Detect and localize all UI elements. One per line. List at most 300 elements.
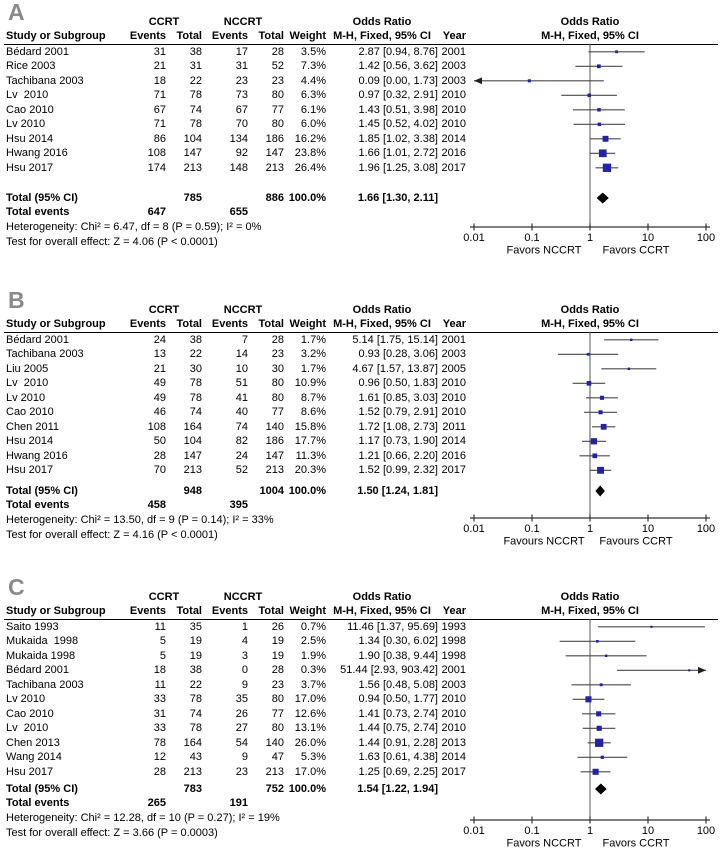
ccrt-total: 164 — [183, 736, 202, 749]
axis-tick-label: 0.1 — [524, 232, 540, 244]
year-value: 2016 — [441, 449, 466, 462]
total-label: Total (95% CI) — [6, 782, 78, 795]
total-events-ccrt: 265 — [147, 797, 166, 810]
study-row — [6, 391, 466, 406]
nccrt-total: 213 — [265, 765, 284, 778]
ccrt-total: 78 — [189, 722, 202, 734]
ccrt-total: 213 — [183, 161, 202, 174]
study-row — [6, 45, 466, 60]
odds-ratio-square — [603, 164, 611, 172]
axis-tick-label: 100 — [696, 523, 716, 535]
weight-value: 3.7% — [300, 678, 326, 691]
study-row — [6, 663, 466, 678]
col-study: Study or Subgroup — [6, 605, 106, 617]
nccrt-events: 134 — [229, 132, 248, 145]
total-events-label: Total events — [6, 206, 70, 219]
nccrt-total: 140 — [265, 736, 284, 749]
ccrt-events: 78 — [153, 736, 166, 749]
panel-b — [0, 288, 721, 575]
nccrt-total: 28 — [271, 664, 284, 676]
study-row — [6, 463, 466, 478]
weight-value: 0.7% — [300, 620, 326, 633]
study-table-body — [6, 620, 466, 780]
panel-label: A — [8, 0, 25, 25]
study-name: Tachibana 2003 — [6, 74, 84, 87]
nccrt-events: 70 — [235, 118, 248, 130]
or-ci-value: 1.43 [0.51, 3.98] — [358, 103, 438, 116]
odds-ratio-square — [601, 424, 607, 430]
study-row — [6, 132, 466, 147]
nccrt-total: 186 — [265, 435, 284, 447]
col-total-1: Total — [176, 318, 202, 330]
odds-ratio-square — [630, 339, 632, 341]
total-events-nccrt: 655 — [229, 206, 248, 219]
ccrt-total: 147 — [183, 449, 202, 462]
plot-effect-header: Odds Ratio — [560, 591, 620, 603]
study-name: Saito 1993 — [6, 620, 59, 633]
plot-method-header: M-H, Fixed, 95% CI — [541, 605, 639, 617]
odds-ratio-square — [587, 94, 591, 98]
plot-method-header: M-H, Fixed, 95% CI — [541, 318, 639, 330]
nccrt-total: 19 — [271, 635, 284, 647]
group2-header: NCCRT — [223, 304, 263, 316]
odds-ratio-square — [528, 79, 531, 82]
study-row — [6, 74, 466, 89]
nccrt-total: 80 — [271, 89, 284, 101]
weight-value: 15.8% — [294, 420, 326, 433]
ccrt-total: 22 — [189, 678, 202, 691]
year-value: 2017 — [441, 464, 466, 476]
study-name: Cao 2010 — [6, 707, 54, 720]
year-value: 2001 — [441, 45, 466, 58]
ccrt-total: 104 — [183, 132, 202, 145]
odds-ratio-square — [598, 123, 601, 126]
weight-value: 6.1% — [300, 103, 326, 116]
ccrt-total: 31 — [189, 60, 202, 72]
nccrt-events: 27 — [235, 722, 248, 734]
nccrt-events: 24 — [235, 449, 248, 462]
study-name: Mukaida 1998 — [6, 635, 79, 647]
total-row — [6, 191, 466, 206]
nccrt-events: 35 — [235, 693, 248, 705]
nccrt-events: 23 — [235, 765, 248, 778]
or-ci-value: 1.96 [1.25, 3.08] — [358, 161, 438, 174]
year-value: 2017 — [441, 765, 466, 778]
year-value: 2010 — [441, 103, 466, 116]
year-value: 2013 — [441, 736, 466, 749]
ccrt-events: 11 — [154, 678, 166, 691]
study-table-body — [6, 45, 466, 176]
ccrt-total: 78 — [189, 118, 202, 130]
or-ci-value: 0.97 [0.32, 2.91] — [358, 89, 438, 101]
total-or-ci: 1.54 [1.22, 1.94] — [357, 782, 438, 795]
year-value: 2011 — [442, 420, 466, 433]
favors-left-label: Favours NCCRT — [503, 535, 585, 548]
nccrt-total: 147 — [265, 449, 284, 462]
nccrt-total: 213 — [265, 161, 284, 174]
ccrt-events: 71 — [153, 89, 166, 101]
effect-header: Odds Ratio — [352, 304, 412, 316]
nccrt-total: 213 — [265, 464, 284, 476]
nccrt-events: 0 — [241, 664, 248, 676]
nccrt-events: 17 — [235, 45, 248, 58]
year-value: 2014 — [441, 132, 466, 145]
nccrt-events: 4 — [241, 635, 248, 647]
odds-ratio-square — [599, 149, 607, 157]
or-ci-value: 1.72 [1.08, 2.73] — [358, 420, 438, 433]
effect-header: Odds Ratio — [352, 16, 412, 28]
ccrt-events: 18 — [153, 74, 166, 87]
study-name: Lv 2010 — [6, 377, 49, 389]
or-ci-value: 2.87 [0.94, 8.76] — [358, 45, 438, 58]
total-row — [6, 782, 466, 797]
axis-tick-label: 100 — [696, 232, 716, 244]
column-header-row — [6, 604, 466, 619]
group-header-row — [6, 590, 466, 605]
nccrt-events: 26 — [235, 707, 248, 720]
total-weight: 100.0% — [288, 484, 326, 497]
ccrt-events: 50 — [153, 435, 166, 447]
nccrt-total: 23 — [271, 678, 284, 691]
pooled-diamond — [597, 193, 609, 204]
group1-header: CCRT — [148, 304, 180, 316]
ccrt-total: 30 — [189, 362, 202, 375]
total-events-row — [6, 796, 466, 811]
or-ci-value: 1.52 [0.99, 2.32] — [358, 464, 438, 476]
year-value: 1998 — [441, 635, 466, 647]
col-weight: Weight — [289, 318, 326, 330]
ccrt-events: 12 — [153, 751, 166, 763]
col-method: M-H, Fixed, 95% CI — [333, 605, 431, 617]
axis-tick-label: 0.01 — [463, 825, 485, 837]
weight-value: 5.3% — [300, 751, 326, 763]
odds-ratio-square — [587, 353, 590, 356]
weight-value: 26.0% — [294, 736, 326, 749]
nccrt-total: 77 — [271, 707, 284, 720]
ccrt-total: 38 — [189, 664, 202, 676]
odds-ratio-square — [587, 381, 592, 386]
col-total-1: Total — [176, 605, 202, 617]
column-header-row — [6, 317, 466, 332]
study-row — [6, 620, 466, 635]
study-name: Wang 2014 — [6, 751, 62, 763]
study-name: Lv 2010 — [6, 118, 46, 130]
favors-right-label: Favors CCRT — [602, 244, 670, 257]
or-ci-value: 1.34 [0.30, 6.02] — [358, 635, 438, 647]
ccrt-total: 213 — [183, 765, 202, 778]
or-ci-value: 1.85 [1.02, 3.38] — [358, 132, 438, 145]
col-total-1: Total — [176, 30, 202, 42]
overall-effect-note: Test for overall effect: Z = 4.16 (P < 0.0001) — [6, 528, 218, 541]
study-row — [6, 765, 466, 780]
col-year: Year — [442, 30, 466, 42]
ccrt-events: 21 — [153, 60, 166, 72]
odds-ratio-square — [595, 739, 603, 747]
ccrt-events: 49 — [153, 391, 166, 404]
col-study: Study or Subgroup — [6, 30, 106, 42]
nccrt-events: 7 — [241, 333, 248, 346]
col-total-2: Total — [258, 318, 284, 330]
weight-value: 17.0% — [294, 693, 326, 705]
ccrt-total: 74 — [189, 103, 202, 116]
weight-value: 16.2% — [294, 132, 326, 145]
study-name: Cao 2010 — [6, 406, 54, 418]
ccrt-events: 67 — [153, 103, 166, 116]
ccrt-total: 147 — [183, 147, 202, 159]
column-header-row — [6, 29, 466, 44]
study-row — [6, 103, 466, 118]
weight-value: 1.7% — [300, 333, 326, 346]
weight-value: 23.8% — [294, 147, 326, 159]
nccrt-total: 47 — [271, 751, 284, 763]
total-events-ccrt: 647 — [147, 206, 166, 219]
odds-ratio-square — [597, 108, 600, 111]
ccrt-total: 22 — [189, 348, 202, 360]
nccrt-total: 77 — [271, 103, 284, 116]
nccrt-events: 41 — [235, 391, 248, 404]
weight-value: 8.7% — [300, 391, 326, 404]
total-ccrt: 783 — [183, 782, 202, 795]
group2-header: NCCRT — [223, 16, 263, 28]
ccrt-total: 78 — [189, 693, 202, 705]
weight-value: 1.7% — [300, 362, 326, 375]
weight-value: 3.2% — [300, 348, 326, 360]
or-ci-value: 1.44 [0.91, 2.28] — [358, 736, 438, 749]
odds-ratio-square — [615, 50, 618, 53]
study-row — [6, 161, 466, 176]
study-row — [6, 347, 466, 362]
study-name: Hsu 2017 — [6, 161, 54, 174]
ccrt-events: 11 — [154, 620, 166, 633]
or-ci-value: 0.94 [0.50, 1.77] — [358, 693, 438, 705]
study-name: Cao 2010 — [6, 103, 54, 116]
nccrt-events: 31 — [235, 60, 248, 72]
odds-ratio-square — [599, 410, 603, 414]
weight-value: 2.5% — [300, 635, 326, 647]
ccrt-events: 33 — [153, 693, 166, 705]
plot-effect-header: Odds Ratio — [560, 304, 620, 316]
study-name: Hsu 2014 — [6, 435, 54, 447]
overall-effect-note: Test for overall effect: Z = 4.06 (P < 0.0001) — [6, 235, 218, 248]
ccrt-total: 38 — [189, 333, 202, 346]
ccrt-events: 5 — [159, 635, 166, 647]
odds-ratio-square — [585, 696, 591, 702]
nccrt-events: 148 — [229, 161, 248, 174]
nccrt-total: 80 — [271, 391, 284, 404]
study-name: Bédard 2001 — [6, 664, 69, 676]
axis-tick-label: 0.01 — [463, 232, 485, 244]
ccrt-total: 78 — [189, 377, 202, 389]
ccrt-total: 38 — [189, 45, 202, 58]
weight-value: 10.9% — [294, 377, 326, 389]
nccrt-total: 28 — [271, 333, 284, 346]
odds-ratio-square — [605, 655, 607, 657]
weight-value: 17.0% — [294, 765, 326, 778]
panel-label: B — [8, 287, 25, 313]
study-row — [6, 692, 466, 707]
year-value: 2001 — [441, 333, 466, 346]
study-row — [6, 88, 466, 103]
year-value: 2003 — [441, 74, 466, 87]
pooled-diamond — [595, 486, 605, 497]
total-events-label: Total events — [6, 797, 70, 810]
study-name: Lv 2010 — [6, 693, 46, 705]
study-name: Hwang 2016 — [6, 147, 68, 159]
plot-method-header: M-H, Fixed, 95% CI — [541, 30, 639, 42]
weight-value: 26.4% — [294, 161, 326, 174]
study-row — [6, 750, 466, 765]
nccrt-total: 26 — [271, 620, 284, 633]
or-ci-value: 1.90 [0.38, 9.44] — [358, 649, 438, 662]
total-events-nccrt: 395 — [229, 499, 248, 512]
weight-value: 11.3% — [295, 449, 326, 462]
ccrt-events: 108 — [147, 420, 166, 433]
nccrt-total: 19 — [271, 649, 284, 662]
col-events-2: Events — [211, 605, 248, 617]
odds-ratio-square — [596, 640, 599, 643]
year-value: 2010 — [441, 89, 466, 101]
weight-value: 1.9% — [300, 649, 326, 662]
ccrt-total: 19 — [189, 635, 202, 647]
weight-value: 20.3% — [294, 464, 326, 476]
ccrt-events: 31 — [153, 707, 166, 720]
ccrt-events: 108 — [147, 147, 166, 159]
ccrt-total: 78 — [189, 391, 202, 404]
nccrt-events: 1 — [241, 620, 248, 633]
nccrt-events: 82 — [235, 435, 248, 447]
study-row — [6, 634, 466, 649]
weight-value: 3.5% — [300, 45, 326, 58]
col-events-1: Events — [129, 30, 166, 42]
study-row — [6, 434, 466, 449]
ccrt-events: 49 — [153, 377, 166, 389]
year-value: 2010 — [441, 707, 466, 720]
ccrt-events: 13 — [153, 348, 166, 360]
col-total-2: Total — [258, 605, 284, 617]
nccrt-total: 140 — [265, 420, 284, 433]
or-ci-value: 5.14 [1.75, 15.14] — [352, 333, 438, 346]
axis-tick-label: 10 — [641, 232, 655, 244]
year-value: 2010 — [441, 118, 466, 130]
or-ci-value: 51.44 [2.93, 903.42] — [340, 664, 438, 676]
ccrt-events: 71 — [153, 118, 166, 130]
nccrt-events: 73 — [235, 89, 248, 101]
weight-value: 13.1% — [294, 722, 326, 734]
study-name: Chen 2013 — [6, 736, 60, 749]
study-name: Hwang 2016 — [6, 449, 68, 462]
nccrt-total: 80 — [271, 722, 284, 734]
nccrt-events: 52 — [235, 464, 248, 476]
odds-ratio-square — [592, 453, 597, 458]
axis-tick-label: 0.1 — [524, 523, 540, 535]
year-value: 1998 — [441, 649, 466, 662]
total-weight: 100.0% — [288, 191, 326, 204]
study-name: Lv 2010 — [6, 391, 46, 404]
odds-ratio-square — [597, 467, 604, 474]
col-method: M-H, Fixed, 95% CI — [333, 318, 431, 330]
nccrt-total: 80 — [271, 118, 284, 130]
col-events-1: Events — [129, 605, 166, 617]
axis-tick-label: 0.01 — [463, 523, 485, 535]
nccrt-events: 3 — [241, 649, 248, 662]
ccrt-total: 19 — [189, 649, 202, 662]
year-value: 2003 — [441, 678, 466, 691]
axis-tick-label: 10 — [641, 825, 655, 837]
nccrt-events: 74 — [235, 420, 248, 433]
or-ci-value: 1.66 [1.01, 2.72] — [358, 147, 438, 159]
total-label: Total (95% CI) — [6, 191, 78, 204]
ccrt-total: 22 — [189, 74, 202, 87]
weight-value: 6.3% — [300, 89, 326, 101]
nccrt-events: 9 — [241, 751, 248, 763]
or-ci-value: 4.67 [1.57, 13.87] — [352, 362, 438, 375]
year-value: 2003 — [441, 348, 466, 360]
total-events-label: Total events — [6, 499, 70, 512]
total-or-ci: 1.66 [1.30, 2.11] — [357, 191, 438, 204]
forest-plot — [454, 0, 718, 288]
nccrt-total: 80 — [271, 693, 284, 705]
or-ci-value: 1.42 [0.56, 3.62] — [358, 60, 438, 72]
year-value: 2010 — [441, 722, 466, 734]
total-events-row — [6, 205, 466, 220]
study-row — [6, 362, 466, 377]
study-name: Liu 2005 — [6, 362, 49, 375]
study-name: Lv 2010 — [6, 89, 49, 101]
study-name: Tachibana 2003 — [6, 348, 84, 360]
nccrt-total: 28 — [271, 45, 284, 58]
ccrt-total: 213 — [183, 464, 202, 476]
or-ci-value: 1.21 [0.66, 2.20] — [358, 449, 438, 462]
forest-plot — [454, 575, 718, 851]
or-ci-value: 1.17 [0.73, 1.90] — [358, 435, 438, 447]
group2-header: NCCRT — [223, 591, 263, 603]
panel-a — [0, 0, 721, 288]
year-value: 2010 — [441, 693, 466, 705]
study-row — [6, 376, 466, 391]
col-year: Year — [442, 605, 466, 617]
study-row — [6, 736, 466, 751]
weight-value: 4.4% — [300, 74, 326, 87]
ccrt-total: 74 — [189, 707, 202, 720]
ccrt-events: 21 — [153, 362, 166, 375]
ccrt-total: 104 — [183, 435, 202, 447]
year-value: 2005 — [441, 362, 466, 375]
weight-value: 7.3% — [300, 60, 326, 72]
total-nccrt: 752 — [265, 782, 284, 795]
axis-tick-label: 100 — [696, 825, 716, 837]
odds-ratio-square — [596, 711, 601, 716]
ccrt-total: 74 — [189, 406, 202, 418]
forest-plot — [454, 288, 718, 575]
odds-ratio-square — [597, 64, 601, 68]
odds-ratio-square — [650, 626, 652, 628]
nccrt-events: 9 — [241, 678, 248, 691]
study-row — [6, 420, 466, 435]
study-row — [6, 707, 466, 722]
axis-tick-label: 0.1 — [524, 825, 540, 837]
ccrt-events: 24 — [153, 333, 166, 346]
group1-header: CCRT — [148, 591, 180, 603]
ccrt-total: 78 — [189, 89, 202, 101]
nccrt-events: 10 — [235, 362, 248, 375]
ccrt-events: 174 — [147, 161, 166, 174]
ccrt-events: 5 — [159, 649, 166, 662]
total-nccrt: 1004 — [259, 484, 284, 497]
weight-value: 8.6% — [300, 406, 326, 418]
pooled-diamond — [595, 784, 607, 795]
nccrt-total: 147 — [265, 147, 284, 159]
odds-ratio-square — [601, 756, 604, 759]
